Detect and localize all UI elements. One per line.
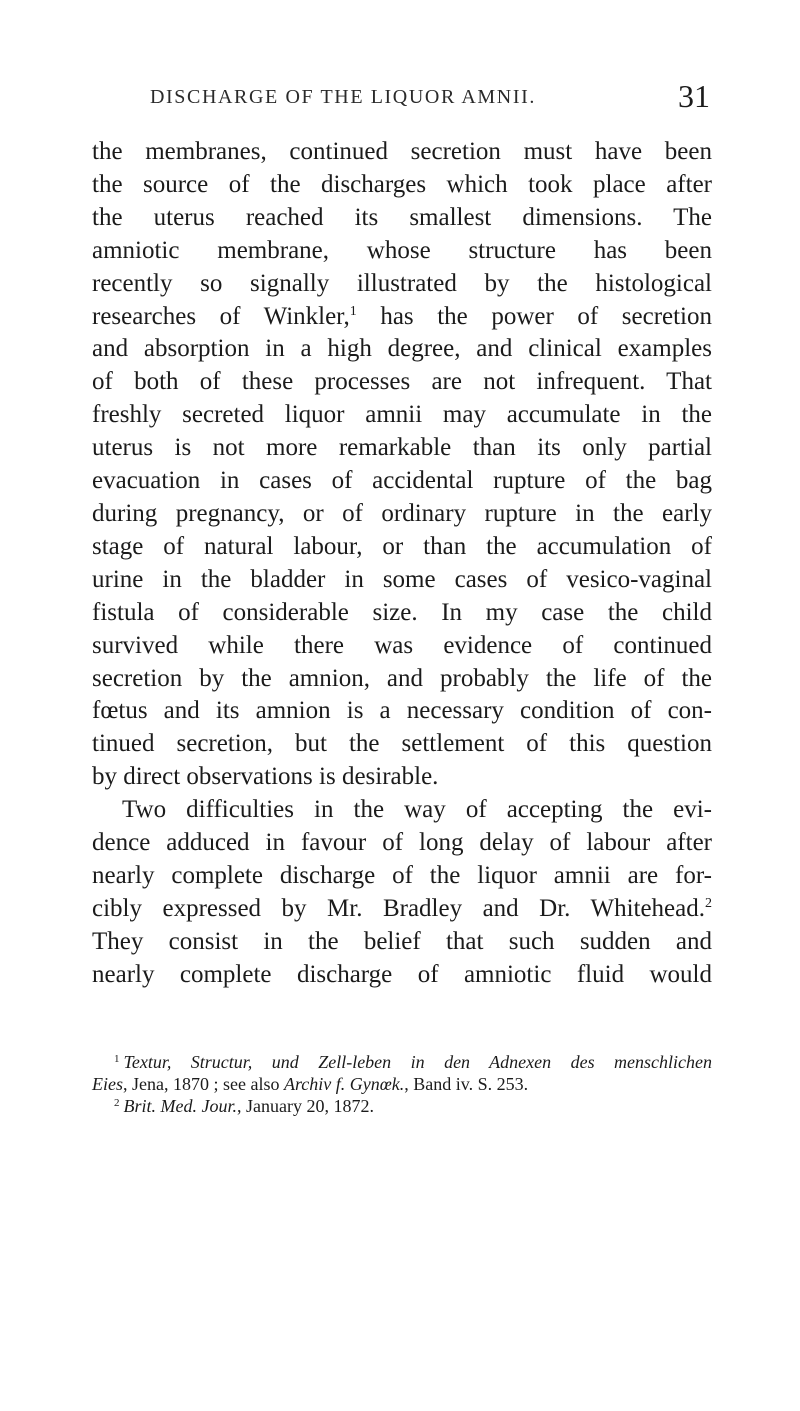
text-line: secretion by the amnion, and probably the life of the [92,664,712,692]
footnote-mark: 1 [114,1053,120,1065]
text-line: Two difficulties in the way of accepting the evi- [122,796,712,824]
text-line: recently so signally illustrated by the histological [92,269,712,297]
text-fragment: researches of Winkler, [92,302,350,330]
footnote-reference: 2 [705,895,712,911]
text-line: the uterus reached its smallest dimensions. The [92,203,712,231]
footnote-1-line-2 [92,1073,712,1095]
body-text [92,136,712,992]
footnote-citation: Brit. Med. Jour. [123,1096,237,1116]
footnote-citation: Textur, Structur, und Zell-leben in den Adnexen des menschlichen [123,1052,712,1072]
text-line: fœtus and its amnion is a necessary condition of con- [92,697,712,725]
page-number: 31 [678,78,710,114]
text-line: nearly complete discharge of amniotic fluid would [92,960,712,988]
text-line: during pregnancy, or of ordinary rupture in the early [92,499,712,527]
text-line: They consist in the belief that such sudden and [92,927,712,955]
footnote-mark: 2 [114,1097,120,1109]
text-fragment: cibly expressed by Mr. Bradley and Dr. Whitehead. [92,894,705,922]
text-line [92,301,712,334]
text-line: by direct observations is desirable. [92,763,439,791]
text-line: dence adduced in favour of long delay of labour after [92,829,712,857]
footnote-citation: Archiv f. Gynœk. [283,1074,405,1094]
text-line: urine in the bladder in some cases of vesico-vaginal [92,565,712,593]
text-line: freshly secreted liquor amnii may accumulate in the [92,401,712,429]
text-line: amniotic membrane, whose structure has been [92,236,712,264]
text-line: evacuation in cases of accidental rupture of the bag [92,467,712,495]
text-line: tinued secretion, but the settlement of this question [92,730,712,758]
text-line: the membranes, continued secretion must have been [92,138,712,165]
text-line: of both of these processes are not infrequent. That [92,368,712,396]
text-line: the source of the discharges which took place after [92,170,712,198]
footnote-text: , Band iv. S. 253. [404,1074,529,1094]
text-line: nearly complete discharge of the liquor amnii are for- [92,861,712,889]
footnote-text: , Jena, 1870 ; see also [123,1074,284,1094]
footnote-reference: 1 [349,303,357,319]
text-line: and absorption in a high degree, and clinical examples [92,335,712,363]
text-line: stage of natural labour, or than the accumulation of [92,532,712,560]
text-line: fistula of considerable size. In my case the child [92,598,712,626]
text-line: survived while there was evidence of continued [92,631,712,659]
running-title: DISCHARGE OF THE LIQUOR AMNII. [150,86,536,108]
footnote-2 [92,1095,712,1117]
text-line: uterus is not more remarkable than its only partial [92,434,712,462]
footnotes [92,1051,712,1117]
text-line [92,893,712,926]
running-head [0,76,800,116]
footnote-1-line-1 [92,1051,712,1073]
footnote-citation: Eies [92,1074,123,1094]
footnote-text: , January 20, 1872. [236,1096,374,1116]
text-fragment: has the power of secretion [356,302,713,330]
